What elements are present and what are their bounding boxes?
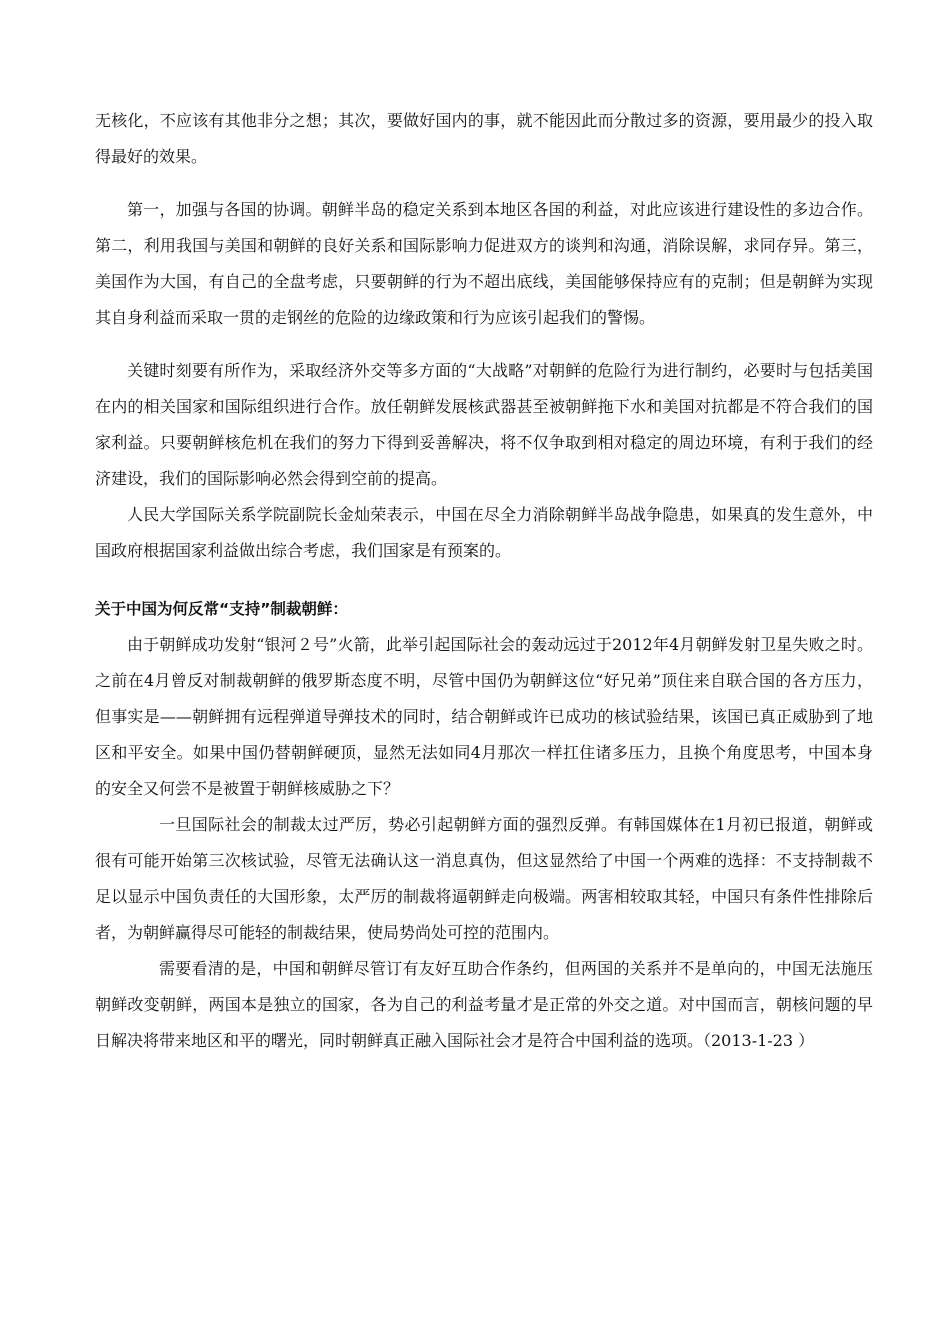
paragraph-rocket-launch: 由于朝鲜成功发射“银河２号”火箭，此举引起国际社会的轰动远过于2012年4月朝鲜发射卫星失败之时。之前在4月曾反对制裁朝鲜的俄罗斯态度不明，尽管中国仍为朝鲜这位“好兄弟”顶住来自联合国的各方压力，但事实是——朝鲜拥有远程弹道导弹技术的同时，结合朝鲜或许已成功的核试验结果，该国已真正威胁到了地区和平安全。如果中国仍替朝鲜硬顶，显然无法如同4月那次一样扛住诸多压力，且换个角度思考，中国本身的安全又何尝不是被置于朝鲜核威胁之下？	[95, 635, 873, 798]
paragraph-coordination: 第一，加强与各国的协调。朝鲜半岛的稳定关系到本地区各国的利益，对此应该进行建设性的多边合作。第二，利用我国与美国和朝鲜的良好关系和国际影响力促进双方的谈判和沟通，消除误解，求同存异。第三，美国作为大国，有自己的全盘考虑，只要朝鲜的行为不超出底线，美国能够保持应有的克制；但是朝鲜为实现其自身利益而采取一贯的走钢丝的危险的边缘政策和行为应该引起我们的警惕。	[95, 200, 873, 327]
document-page	[95, 103, 873, 1059]
paragraph-expert-quote: 人民大学国际关系学院副院长金灿荣表示，中国在尽全力消除朝鲜半岛战争隐患，如果真的发生意外，中国政府根据国家利益做出综合考虑，我们国家是有预案的。	[95, 505, 873, 560]
paragraph-strategy: 关键时刻要有所作为，采取经济外交等多方面的“大战略”对朝鲜的危险行为进行制约，必要时与包括美国在内的相关国家和国际组织进行合作。放任朝鲜发展核武器甚至被朝鲜拖下水和美国对抗都是不符合我们的国家利益。只要朝鲜核危机在我们的努力下得到妥善解决，将不仅争取到相对稳定的周边环境，有利于我们的经济建设，我们的国际影响必然会得到空前的提高。	[95, 361, 873, 488]
section-heading: 关于中国为何反常“支持”制裁朝鲜：	[95, 600, 348, 618]
paragraph-sanctions-dilemma: 一旦国际社会的制裁太过严厉，势必引起朝鲜方面的强烈反弹。有韩国媒体在1月初已报道，朝鲜或很有可能开始第三次核试验，尽管无法确认这一消息真伪，但这显然给了中国一个两难的选择：不支持制裁不足以显示中国负责任的大国形象，太严厉的制裁将逼朝鲜走向极端。两害相较取其轻，中国只有条件性排除后者，为朝鲜赢得尽可能轻的制裁结果，使局势尚处可控的范围内。	[95, 815, 873, 942]
paragraph-continuation: 无核化，不应该有其他非分之想；其次，要做好国内的事，就不能因此而分散过多的资源，要用最少的投入取得最好的效果。	[95, 111, 873, 166]
paragraph-bilateral-relations: 需要看清的是，中国和朝鲜尽管订有友好互助合作条约，但两国的关系并不是单向的，中国无法施压朝鲜改变朝鲜，两国本是独立的国家，各为自己的利益考量才是正常的外交之道。对中国而言，朝核问题的早日解决将带来地区和平的曙光，同时朝鲜真正融入国际社会才是符合中国利益的选项。（2013-1-23 ）	[95, 959, 873, 1050]
